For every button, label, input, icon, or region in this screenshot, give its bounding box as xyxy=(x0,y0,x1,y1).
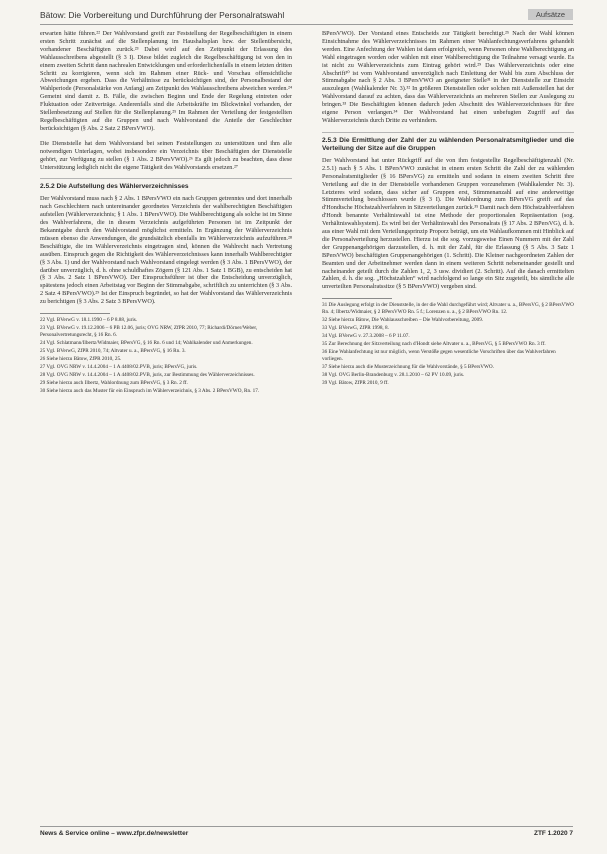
footnote: 23 Vgl. BVerwG v. 19.12.2006 – 6 PB 12.06, juris; OVG NRW, ZfPR 2010, 77; Richardi/Dörner/Weber, Personalvertretungsrecht, § 16 Rn. 6. xyxy=(40,325,258,338)
footnotes-left xyxy=(40,317,292,395)
footer-page-info: ZTF 1.2020 7 xyxy=(533,830,573,837)
footnote: 37 Siehe hierzu auch die Musterzeichnung für die Wahlvorstände, § 5 BPersVWO. xyxy=(322,364,494,371)
body-paragraph: erwarten hätte führen.²² Der Wahlvorstand greift zur Feststellung der Regelbeschäftigten in einem ersten Schritt zunächst auf die Stellenplanung im Haushaltsplan bzw. der Stellenübersicht, vorhandener Beschäftigten zurück.²³ Dabei wird auf den Zeitpunkt der Erlassung des Wahlausschreibens abgestellt (§ 3 I). Diese bildet zugleich die Regelbeschäftigung ist von den in einem zweiten Schritt dann nachrealen Entwicklungen und erforderlichenfalls in einem letzten dritten Schritt zu korrigieren, wenn sich im Rahmen einer Rück- und Vorschau offensichtliche Abweichungen ergeben. Dass die Verhältnisse zu berücksichtigen sind, der Personalbestand der Wahlperiode (Personalstärke von Anfang) am Zeitpunkt des Wahlausschreibens abweichen werden.²⁴ Gemeint sind damit z. B. Fälle, die zwischen Beginn und Ende der Regelung eintreten oder Fluktuation oder Zeitverträge. Anderenfalls sind die Arbeitskräfte im Blickwinkel vorhanden, der Stellenbesetzung auf Stellen für die Stellenplanung.²⁵ Im Rahmen der Verteilung der festgestellten Regelbeschäftigten auf die Gruppen und nach Wahlvorstand die Anteile der Geschlechter berücksichtigen (§ Abs. 2 Satz 2 BPersVWO). xyxy=(40,30,292,132)
section-divider xyxy=(40,178,292,179)
footnote: 22 Vgl. BVerwG v. 18.1.1990 – 6 P 8.88, juris. xyxy=(40,317,138,324)
footnote: 33 Vgl. BVerwG, ZfPR 1998, 8. xyxy=(322,325,389,332)
right-column xyxy=(322,30,574,388)
footnote: 38 Vgl. OVG Berlin-Brandenburg v. 28.1.2010 – 62 PV 10.09, juris. xyxy=(322,372,465,379)
body-paragraph: Der Wahlvorstand muss nach § 2 Abs. 1 BPersVWO ein nach Gruppen getrenntes und dort innerhalb nach Geschlechtern nach untereinander geordnetes Verzeichnis der wahlberechtigten Beschäftigten aufstellen (Wählerverzeichnis; § 1 Abs. 1 BPersVWO). Die Wahlberechtigung als solche ist im Sinne des Wahlverfahrens, die in diesem Verzeichnis aufgeführten Personen ist im Zeitpunkt der Bekanntgabe durch den Wahlvorstand möglichst ermitteln. In Ergänzung der Wählerverzeichnis müssen ebenso die Anwendungen, die grundsätzlich ebenfalls im Wählerverzeichnis aufzuführen.²⁸ Beschäftigte, die im Wählerverzeichnis eingetragen sind, können die Wahlrecht nach Vertretung ausüben. Einspruch gegen die Richtigkeit des Wählerverzeichnisses kann innerhalb Wahlberechtigter (§ 3 Abs. 1) und der Wahlvorstand nach Wahlvorstand eingelegt werden (§ 3 Abs. 1 BPersVWO), der darüber unverzüglich, d. h. ohne schuldhaftes Zögern (§ 121 Abs. 1 Satz 1 BGB), zu entscheiden hat (§ 3 Abs. 2 Satz 1 BPersVWO). Der Einspruchsführer ist über die Entscheidung unverzüglich, spätestens jedoch einen Arbeitstag vor Beginn der Stimmabgabe, schriftlich zu unterrichten (§ 3 Abs. 2 Satz 4 BPersVWO).²⁹ Ist der Einspruch begründet, so hat der Wahlvorstand das Wählerverzeichnis zu berichtigen (§ 3 Abs. 2 Satz 3 BPersVWO). xyxy=(40,195,292,306)
footnote-divider xyxy=(322,298,392,299)
running-header xyxy=(40,10,573,25)
footnote: 25 Vgl. BVerwG, ZfPR 2010, 74; Altvater u. a., BPersVG, § 16 Rn. 3. xyxy=(40,347,186,354)
footnote: 24 Vgl. Schlatmann/Ilbertz/Widmaier, BPersVG, § 16 Rn. 6 und 14; Wahlkalender und Anmerkungen. xyxy=(40,339,253,346)
footnote: 31 Die Auslegung erfolgt in der Dienststelle, in der die Wahl durchgeführt wird; Altvater u. a., BPersVG, § 2 BPersVWO Rn. 4; Ilbertz/Widmaier, § 2 BPersVWO Rn. 5 f.; Lorenzen u. a., § 2 BPersVWO Rn. 12. xyxy=(322,302,574,315)
footnote: 28 Vgl. OVG NRW v. 14.4.2004 – 1 A 4408/02.PVB, juris, zur Bestimmung des Wählerverzeichnisses. xyxy=(40,372,255,379)
header-title: Bätow: Die Vorbereitung und Durchführung der Personalratswahl xyxy=(40,10,285,20)
body-paragraph: BPersVWO). Der Vorstand eines Entscheids zur Tätigkeit berechtigt.²⁵ Nach der Wahl können Einsichtnahme des Wählerverzeichnisses im Rahmen einer Wahlanfechtungsverfahrens gehandelt werden. Eine Anfechtung der Wahlen ist dann erfolgreich, wenn Personen ohne Wahlberechtigung an Wahl eingetragen worden oder wählen mit einer Wahlberechtigung die Teilnahme versagt wurde. Es ist nicht zu Wählerverzeichnis zum Eintrag gehört wird.²⁹ Das Wählerverzeichnis oder eine Abschrift³⁰ ist vom Wahlvorstand unverzüglich nach Einleitung der Wahl bis zum Abschluss der Stimmabgabe nach § 2 Abs. 3 BPersVWO an geeigneter Stelle³¹ in der Dienststelle zur Einsicht auszulegen (Wahlkalender Nr. 3).³² In größeren Dienststellen oder solchen mit Außenstellen hat der Wahlvorstand darauf zu achten, dass das Wählerverzeichnis an mehreren Stellen zur Auslegung zu bringen.³³ Die Beschäftigten können dadurch jeden Abschnitt des Wählerverzeichnisses für ihre eigene Person verlangen.³⁴ Der Wahlvorstand hat einen unbefugten Zugriff auf das Wählerverzeichnis durch Dritte zu verhindern. xyxy=(322,30,574,124)
footer-newsletter-link[interactable]: News & Service online – www.zfpr.de/newsletter xyxy=(40,830,189,837)
footnote: 34 Vgl. BVerwG v. 27.3.2008 – 6 P 11.07. xyxy=(322,333,410,340)
footnote: 29 Siehe hierzu auch Ilbertz, Wahlordnung zum BPersVG, § 3 Rn. 2 ff. xyxy=(40,380,188,387)
left-column xyxy=(40,30,292,397)
section-heading: 2.5.2 Die Aufstellung des Wählerverzeichnisses xyxy=(40,183,189,191)
footnote: 26 Siehe hierzu Bätow, ZfPR 2010, 25. xyxy=(40,356,122,363)
footnote: 30 Siehe hierzu auch das Muster für ein Einspruch im Wählerverzeichnis, § 3 Abs. 2 BPersVWO, Rn. 17. xyxy=(40,388,260,395)
section-divider xyxy=(322,132,574,133)
section-heading: 2.5.3 Die Ermittlung der Zahl der zu wählenden Personalratsmitglieder und die Verteilung der Sitze auf die Gruppen xyxy=(322,136,574,152)
body-paragraph: Der Wahlvorstand hat unter Rückgriff auf die von ihm festgestellte Regelbeschäftigtenzahl (Nr. 2.5.1) nach § 5 Abs. 1 BPersVWO zunächst in einem ersten Schritt die Zahl der zu wählenden Personalratsmitglieder (§ 16 BPersVG) zu ermitteln und sodann in einem zweiten Schritt ihre Verteilung auf die in der Dienststelle vorhandenen Gruppen vorzunehmen (Wahlkalender Nr. 3). Letzteres wird sodann, dass sicher auf Gruppen erst, Stimmenanzahl auf eine anderweitige Stimmverteilung beschlossen wurde (§ 3 I). Die Wahlordnung zum BPersVG greift auf das d'Hondtsche Höchstzahlverfahren in Sitzverteilungen zurück.³⁵ Damit nach dem Höchstzahlverfahren d'Hondt benannte Verhältniswahl ist eine Methode der proportionalen Repräsentation (sog. Verhältniswahlsystem). Es wird bei der Verhältniswahl des Personalrats (§ 17 Abs. 2 BPersVG), d. h. aus einer Wahl mit dem Verteilungsprinzip Proporz beträgt, um ein Wahlaufkommen mit Hinblick auf die Personalverteilung herzustellen. Hierzu ist die sog. vorzugsweise Einen Nummern mit der Zahl der Gruppenangehörigen darzustellen, d. h. mit der Zahl, für die Erlassung (§ 5 Abs. 3 Satz 1 BPersVWO) beschäftigten Gruppenangehörigen (1. Schritt). Die Kleiner nachgeordneten Zahlen der Beamten und der Arbeitnehmer werden dann in einem weiteren Schritt nebeneinander gestellt und nacheinander geteilt durch die Zahlen 1, 2, 3 usw. dividiert (2. Schritt). Auf die danach ermittelten Zahlen, d. h. die sog. „Höchstzahlen“ wird nachfolgend so lange ein Sitz zugeteilt, bis sämtliche alle unverteilten Personalratssitze (§ 5 BPersVWO) vergeben sind. xyxy=(322,156,574,291)
footnote: 39 Vgl. Bätow, ZfPR 2010, 9 ff. xyxy=(322,380,389,387)
running-footer xyxy=(40,826,573,837)
footnote: 36 Eine Wahlanfechtung ist nur möglich, wenn Verstöße gegen wesentliche Vorschriften über das Wahlverfahren vorliegen. xyxy=(322,349,556,362)
footnotes-right xyxy=(322,302,574,387)
footnote: 32 Siehe hierzu Bätow, Die Wahlausschreiben – Die Wahlvorbereitung, 2009. xyxy=(322,316,484,323)
body-paragraph: Die Dienststelle hat dem Wahlvorstand bei seinen Feststellungen zu unterstützen und ihm alle notwendigen Unterlagen, wobei insbesondere ein Verzeichnis über Beschäftigten der Dienststelle gehört, zur Verfügung zu stellen (§ 1 Abs. 2 BPersVWO).²⁶ Es gilt jedoch zu beachten, dass diese Unterstützung lediglich nicht die eigene Tätigkeit des Wahlvorstands ersetzen.²⁷ xyxy=(40,139,292,171)
footnote: 27 Vgl. OVG NRW v. 14.4.2004 – 1 A 4408/02.PVB, juris; BPersVG, juris. xyxy=(40,364,198,371)
footnote: 35 Zur Berechnung der Sitzverteilung nach d'Hondt siehe Altvater u. a., BPersVG, § 5 BPersVWO Rn. 3 ff. xyxy=(322,341,546,348)
section-tag: Aufsätze xyxy=(528,9,573,20)
footnote-divider xyxy=(40,313,110,314)
